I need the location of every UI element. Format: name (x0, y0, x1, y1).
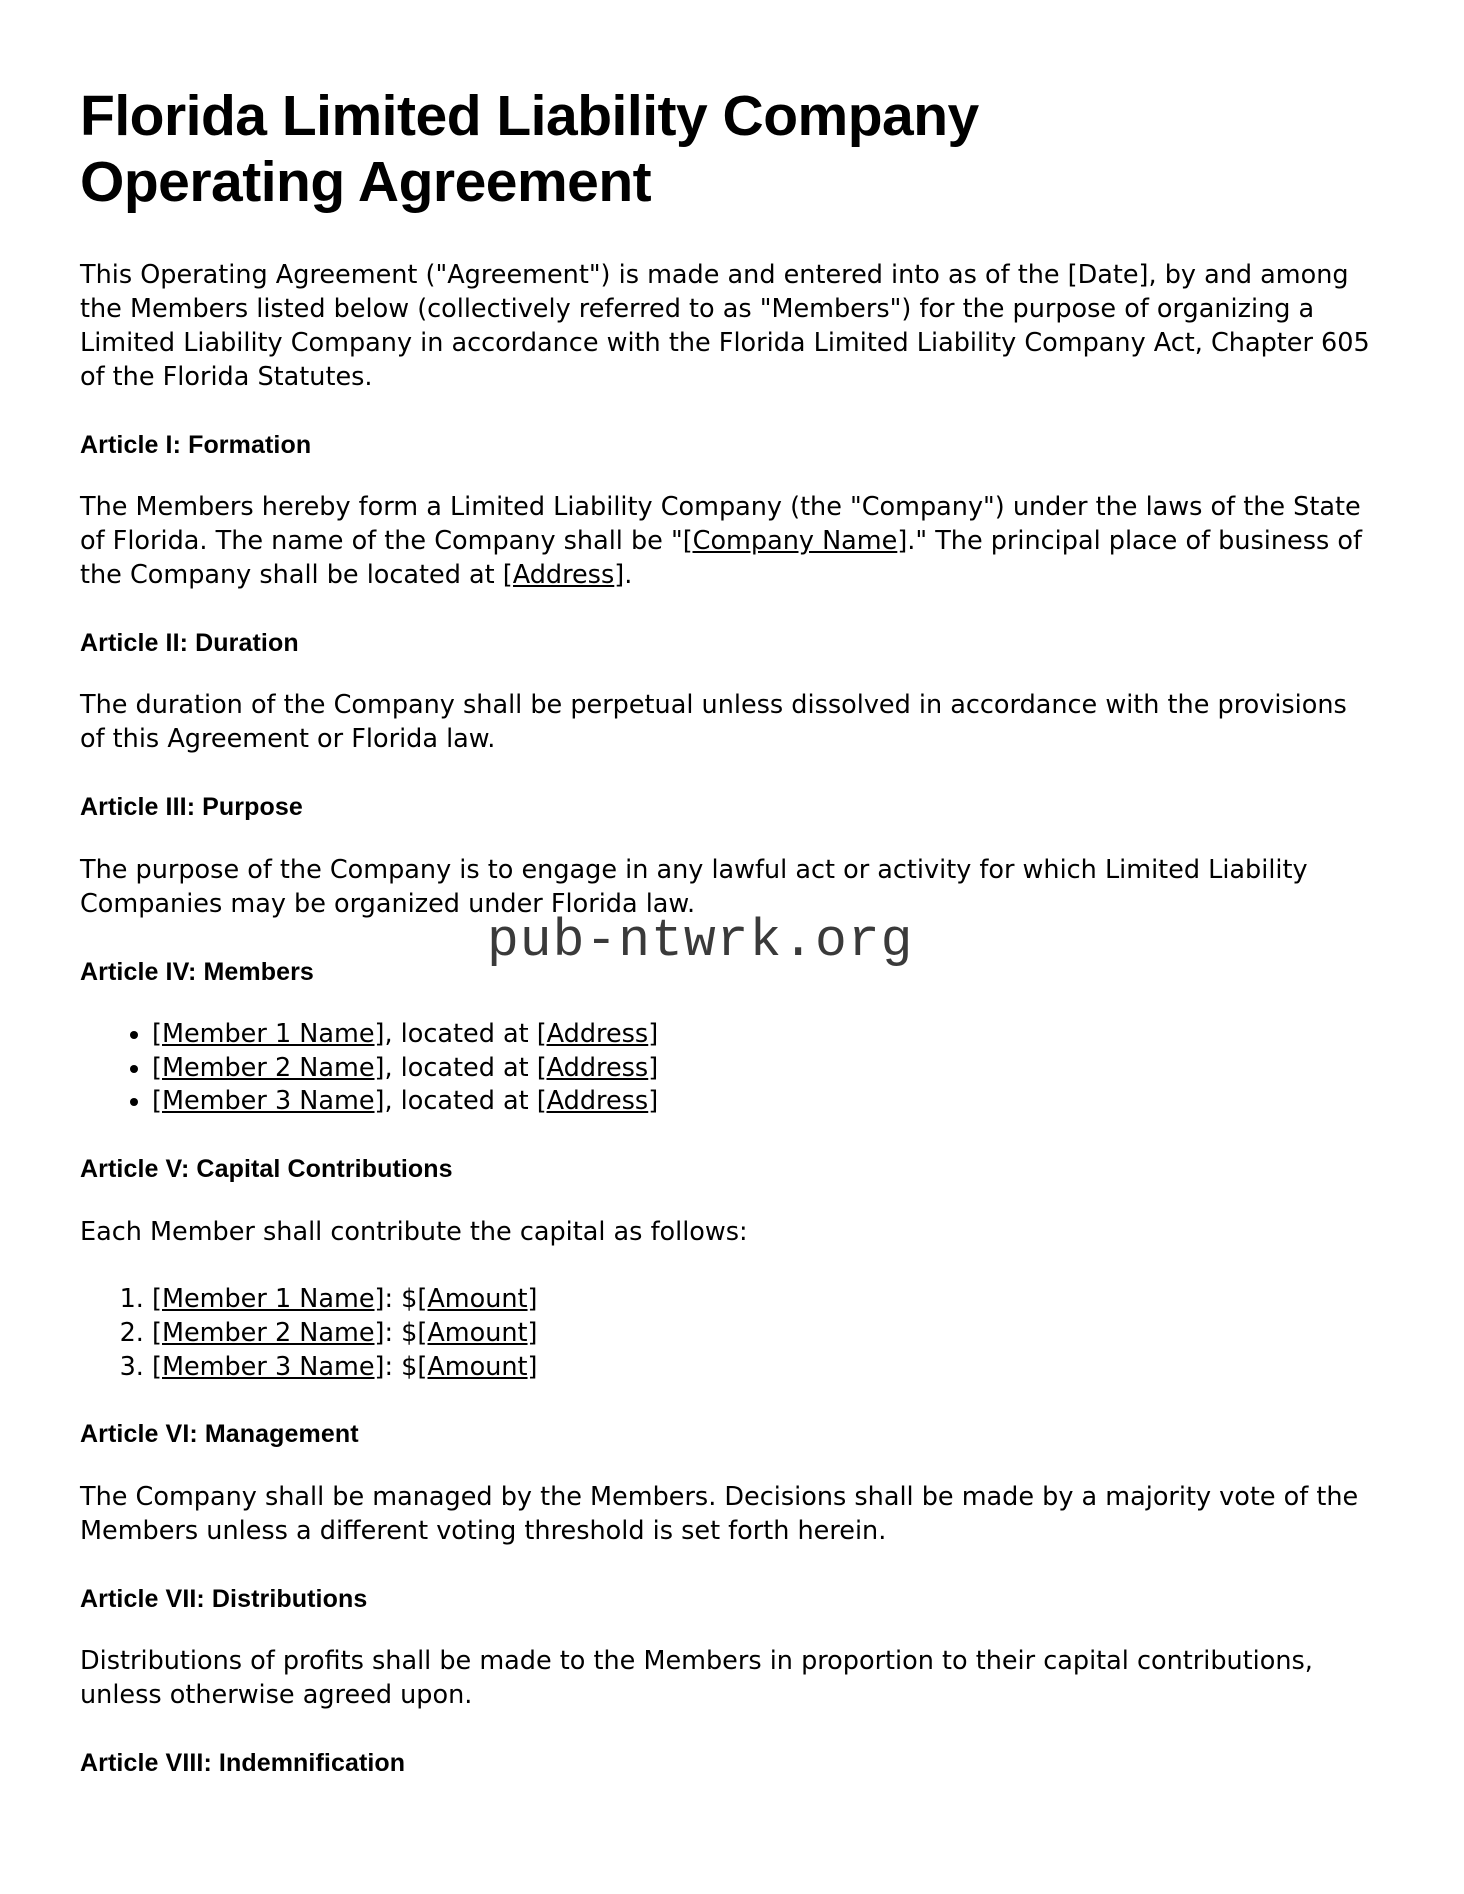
article-v-lead: Each Member shall contribute the capital as follows: (80, 1216, 748, 1247)
article-v-heading: Article V: Capital Contributions (80, 1155, 453, 1184)
article-i-text-2: ]." The principal place of business of the Company shall be located at (80, 526, 1362, 591)
member-name-placeholder: [Member 3 Name (152, 1086, 375, 1117)
article-iii-paragraph: The purpose of the Company is to engage in any lawful act or activity for which Limited Liability Companies may be organized under Florida law. (80, 854, 1308, 919)
member-address-placeholder: [Address (536, 1019, 649, 1050)
member-separator: ], located at (374, 1019, 537, 1050)
article-vii-paragraph: Distributions of profits shall be made to the Members in proportion to their capital contributions, unless otherwise agreed upon. (80, 1646, 1313, 1711)
member-name-placeholder: [Member 1 Name (152, 1284, 375, 1315)
article-viii-heading: Article VIII: Indemnification (80, 1749, 406, 1778)
amount-end: ] (527, 1284, 538, 1315)
article-vii-heading: Article VII: Distributions (80, 1584, 368, 1613)
amount-end: ] (527, 1351, 538, 1382)
member-end: ] (648, 1019, 659, 1050)
member-name-placeholder: [Member 3 Name (152, 1351, 375, 1382)
intro-paragraph: This Operating Agreement ("Agreement") is made and entered into as of the [Date], by and among the Members listed below (collectively referred to as "Members") for the purpose of organizing a Limited Liability Company in accordance with the Florida Limited Liability Company Act, Chapter 605 of the Florida Statutes. (80, 260, 1370, 392)
article-iv-heading: Article IV: Members (80, 957, 314, 986)
article-ii-heading: Article II: Duration (80, 628, 299, 657)
list-item (152, 1283, 1384, 1317)
article-i-heading: Article I: Formation (80, 430, 312, 459)
amount-placeholder: [Amount (417, 1284, 528, 1315)
member-address-placeholder: [Address (536, 1052, 649, 1083)
company-name-placeholder: [Company Name (682, 526, 898, 557)
list-item (152, 1317, 1384, 1351)
article-iii-heading: Article III: Purpose (80, 793, 303, 822)
list-item (152, 1052, 1384, 1086)
article-i-paragraph (80, 491, 1370, 593)
member-name-placeholder: [Member 2 Name (152, 1052, 375, 1083)
list-item (152, 1085, 1384, 1119)
amount-placeholder: [Amount (417, 1351, 528, 1382)
article-ii-paragraph: The duration of the Company shall be perpetual unless dissolved in accordance with the provisions of this Agreement or Florida law. (80, 690, 1347, 755)
members-list (80, 1018, 1384, 1119)
member-name-placeholder: [Member 2 Name (152, 1318, 375, 1349)
article-i-text-3: ]. (614, 560, 633, 591)
page-title: Florida Limited Liability Company Operating Agreement (80, 84, 979, 214)
article-i-text-1: The Members hereby form a Limited Liability Company (the "Company") under the laws of the State of Florida. The name of the Company shall be " (80, 492, 1361, 557)
amount-separator: ]: $ (374, 1318, 418, 1349)
amount-end: ] (527, 1318, 538, 1349)
member-separator: ], located at (374, 1086, 537, 1117)
amount-separator: ]: $ (374, 1351, 418, 1382)
article-vi-heading: Article VI: Management (80, 1420, 359, 1449)
member-name-placeholder: [Member 1 Name (152, 1019, 375, 1050)
amount-separator: ]: $ (374, 1284, 418, 1315)
member-end: ] (648, 1052, 659, 1083)
watermark: pub-ntwrk.org (487, 911, 914, 971)
amount-placeholder: [Amount (417, 1318, 528, 1349)
article-vi-paragraph: The Company shall be managed by the Members. Decisions shall be made by a majority vote of the Members unless a different voting threshold is set forth herein. (80, 1481, 1359, 1546)
list-item (152, 1018, 1384, 1052)
capital-contributions-list (80, 1283, 1384, 1384)
member-separator: ], located at (374, 1052, 537, 1083)
member-end: ] (648, 1086, 659, 1117)
address-placeholder: [Address (502, 560, 615, 591)
list-item (152, 1351, 1384, 1385)
member-address-placeholder: [Address (536, 1086, 649, 1117)
